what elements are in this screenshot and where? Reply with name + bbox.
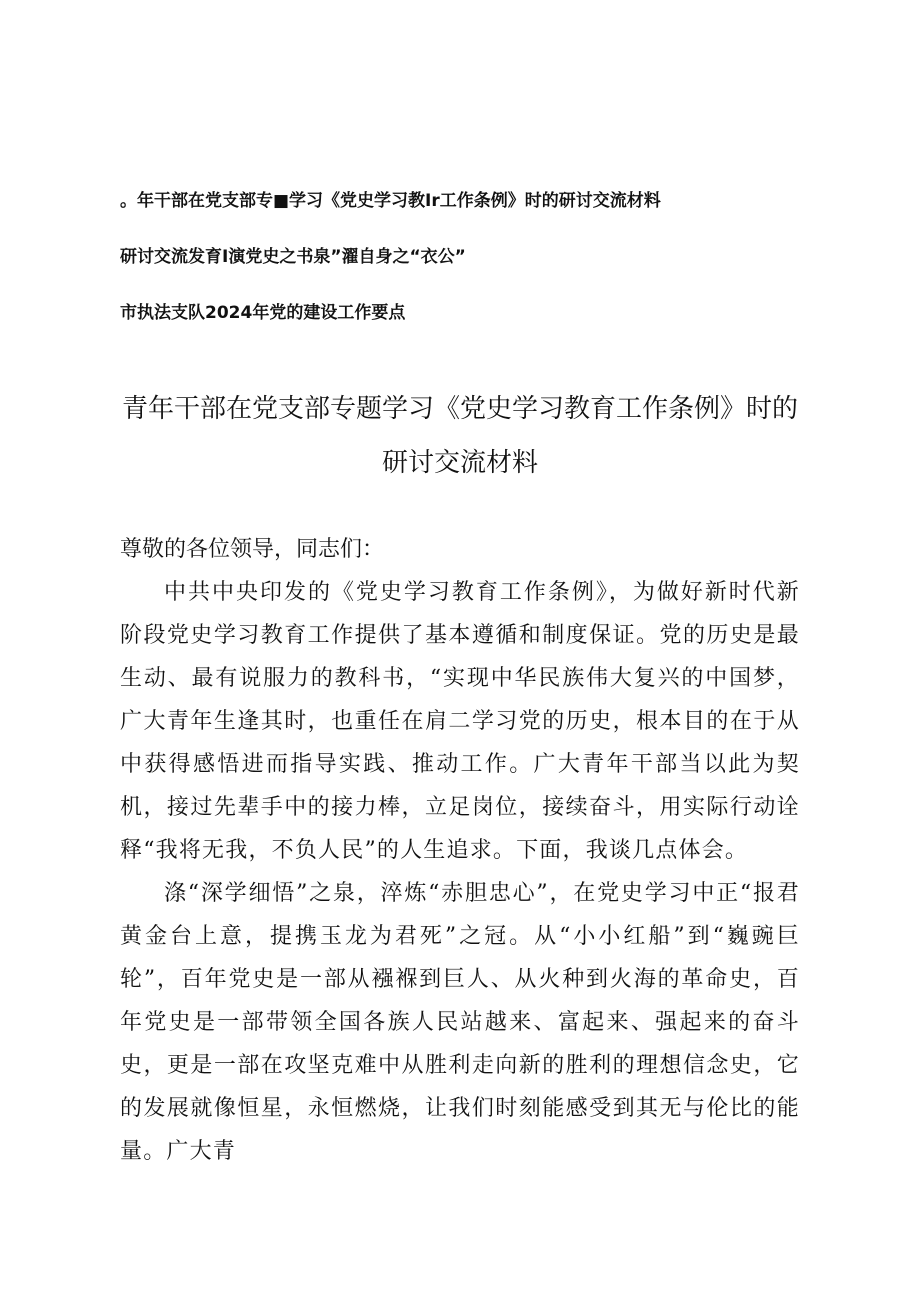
toc-item-2[interactable]: 研讨交流发育I演党史之书泉”濯自身之“衣公” <box>120 247 466 267</box>
toc-item-3[interactable]: 市执法支队2024年党的建设工作要点 <box>120 303 406 323</box>
paragraph-1: 中共中央印发的《党史学习教育工作条例》，为做好新时代新阶段党史学习教育工作提供了基本遵循和制度保证。党的历史是最生动、最有说服力的教科书，“实现中华民族伟大复兴的中国梦，广大青年生逢其时，也重任在肩二学习党的历史，根本目的在于从中获得感悟进而指导实践、推动工作。广大青年干部当以此为契机，接过先辈手中的接力棒，立足岗位，接续奋斗，用实际行动诠释“我将无我，不负人民”的人生追求。下面，我谈几点体会。 <box>120 580 800 863</box>
paragraph-2: 涤“深学细悟”之泉，淬炼“赤胆忠心”，在党史学习中正“报君黄金台上意，提携玉龙为君死”之冠。从“小小红船”到“巍豌巨轮”，百年党史是一部从襁褓到巨人、从火种到火海的革命史，百年党史是一部带领全国各族人民站越来、富起来、强起来的奋斗史，更是一部在攻坚克难中从胜利走向新的胜利的理想信念史，它的发展就像恒星，永恒燃烧，让我们时刻能感受到其无与伦比的能量。广大青 <box>120 881 800 1164</box>
article-title-line-2: 研讨交流材料 <box>381 448 538 478</box>
article-title-line-1: 青年干部在党支部专题学习《党史学习教育工作条例》时的 <box>121 394 798 424</box>
article-body <box>120 528 800 1173</box>
toc-item-1[interactable]: 。年干部在党支部专■学习《党史学习教Ir工作条例》时的研讨交流材料 <box>120 191 661 211</box>
table-of-contents <box>120 184 820 352</box>
salutation: 尊敬的各位领导，同志们： <box>120 537 385 562</box>
article-title <box>100 382 820 490</box>
